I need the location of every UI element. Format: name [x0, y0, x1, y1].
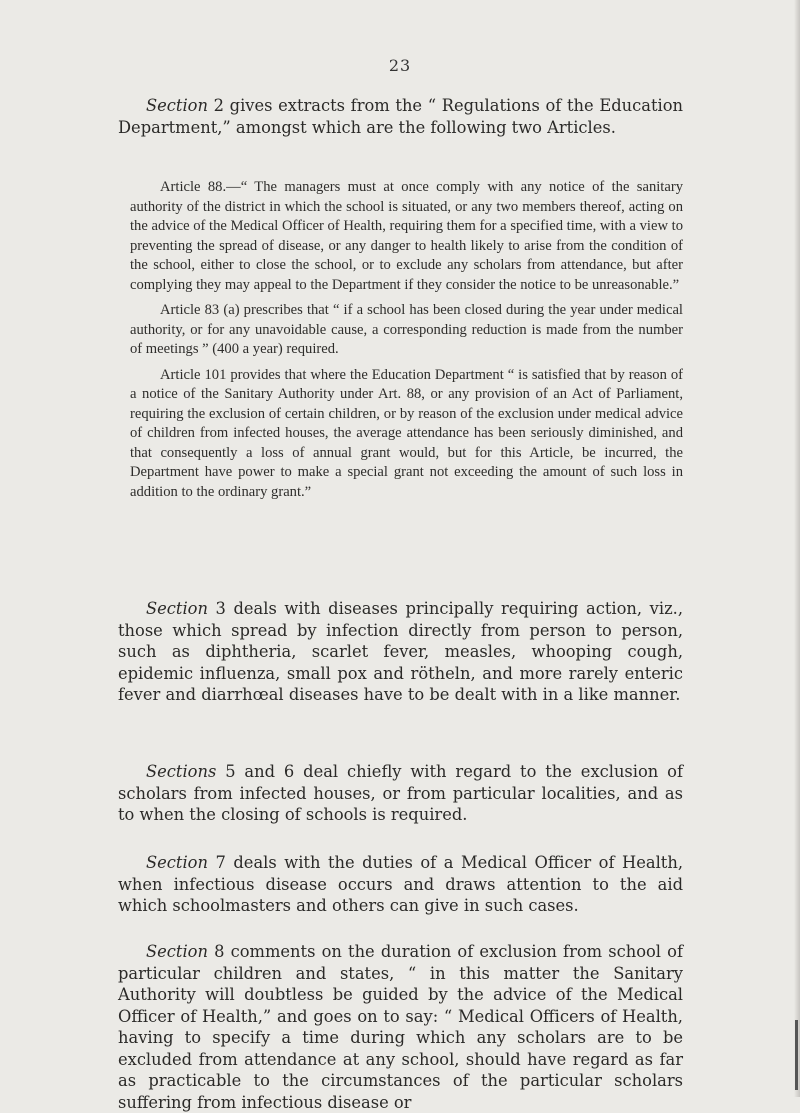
section-7-body: 7 deals with the duties of a Medical Officer of Health, when infectious disease occurs and draws attention to the aid which schoolmasters and others can give in such cases. — [118, 853, 683, 915]
section-2-body: 2 gives extracts from the “ Regulations of the Education Department,” amongst which are the following two Articles. — [118, 96, 683, 137]
section-8-paragraph — [118, 941, 683, 1113]
section-7-text — [118, 852, 683, 917]
section-5-6-body: 5 and 6 deal chiefly with regard to the exclusion of scholars from infected houses, or from particular localities, and as to when the closing of schools is required. — [118, 762, 683, 824]
section-5-6-paragraph — [118, 761, 683, 826]
page-number: 23 — [388, 56, 412, 75]
article-101: Article 101 provides that where the Education Department “ is satisfied that by reason of a notice of the Sanitary Authority under Art. 88, or any provision of an Act of Parliament, requiring the exclusion of certain children, or by reason of the exclusion under medical advice of children from infected houses, the average attendance has been seriously diminished, and that consequently a loss of annual grant would, but for this Article, be incurred, the Department have power to make a special grant not exceeding the amount of such loss in addition to the ordinary grant.” — [130, 366, 683, 500]
section-7-paragraph — [118, 852, 683, 917]
page-edge-mark — [795, 1020, 798, 1090]
section-8-text — [118, 941, 683, 1113]
section-3-body: 3 deals with diseases principally requiring action, viz., those which spread by infection directly from person to person, such as diphtheria, scarlet fever, measles, whooping cough, epidemic influenza, small pox and rötheln, and more rarely enteric fever and diarrhœal diseases have to be dealt with in a like manner. — [118, 599, 683, 704]
article-88: Article 88.—“ The managers must at once comply with any notice of the sanitary authority of the district in which the school is situated, or any two members thereof, acting on the advice of the Medical Officer of Health, requiring them for a specified time, with a view to preventing the spread of disease, or any danger to health likely to arise from the condition of the school, either to close the school, or to exclude any scholars from attendance, but after complying they may appeal to the Department if they consider the notice to be unreasonable.” — [130, 179, 683, 293]
section-5-6-label: Sections — [146, 762, 217, 781]
section-7-label: Section — [146, 853, 208, 872]
section-2-paragraph — [118, 95, 683, 138]
section-3-paragraph — [118, 598, 683, 706]
section-2-text — [118, 95, 683, 138]
section-2-label: Section — [146, 96, 208, 115]
section-3-label: Section — [146, 599, 208, 618]
page-edge-shadow — [794, 0, 800, 1097]
section-5-6-text — [118, 761, 683, 826]
section-8-label: Section — [146, 942, 208, 961]
article-83: Article 83 (a) prescribes that “ if a school has been closed during the year under medical authority, or for any unavoidable cause, a corresponding reduction is made from the number of meetings ” (400 a year) required. — [130, 302, 683, 357]
section-8-body: 8 comments on the duration of exclusion from school of particular children and states, “ in this matter the Sanitary Authority will doubtless be guided by the advice of the Medical Officer of Health,” and goes on to say: “ Medical Officers of Health, having to specify a time during which any scholars are to be excluded from attendance at any school, should have regard as far as practicable to the circumstances of the particular scholars suffering from infectious disease or — [118, 942, 683, 1112]
articles-block — [118, 178, 683, 508]
section-3-text — [118, 598, 683, 706]
